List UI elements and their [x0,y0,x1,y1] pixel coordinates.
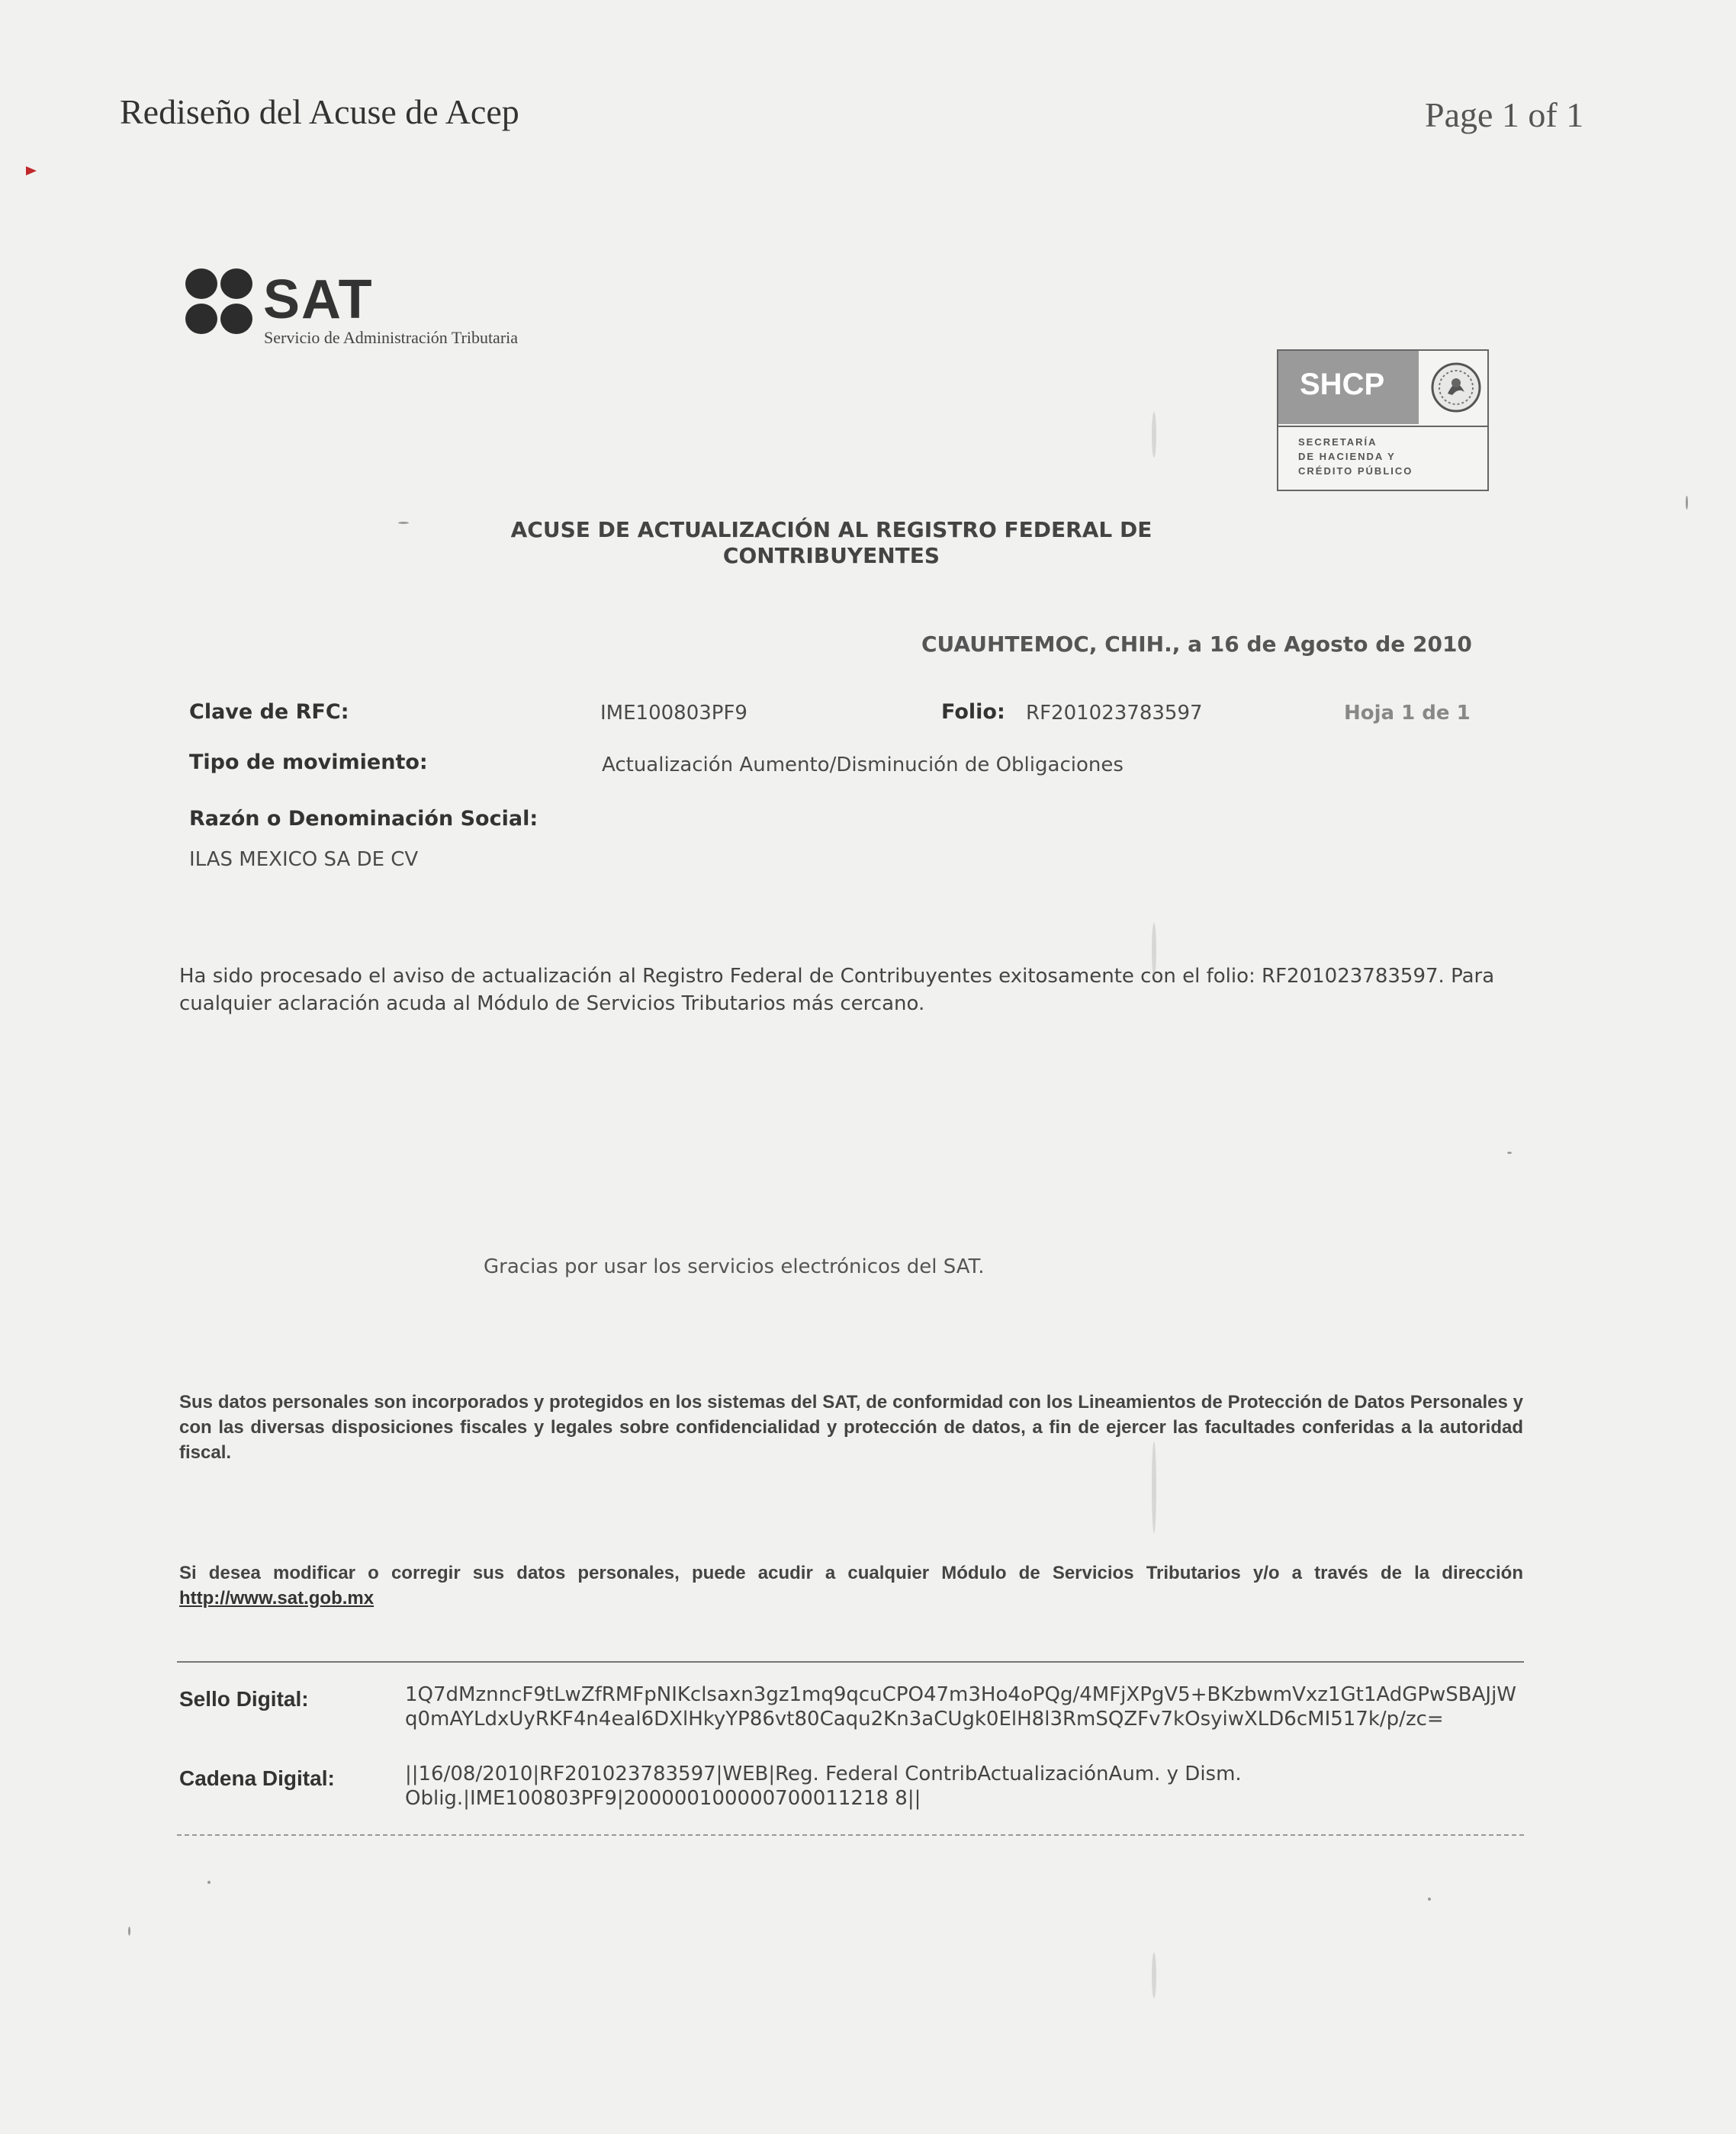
print-header-page-number: Page 1 of 1 [1425,95,1584,134]
company-name-label: Razón o Denominación Social: [189,807,538,831]
digital-chain-value: ||16/08/2010|RF201023783597|WEB|Reg. Federal ContribActualizaciónAum. y Dism. Oblig.|IME100803PF9|200000100000700011218 8|| [405,1763,1242,1810]
shcp-caption-line: DE HACIENDA Y [1298,451,1396,462]
scan-speck [398,522,409,524]
scan-speck [1152,1952,1156,1998]
digital-seal-label: Sello Digital: [179,1687,309,1711]
document-title-line: CONTRIBUYENTES [722,543,940,568]
sat-logo [185,265,582,357]
movement-type-label: Tipo de movimiento: [189,750,428,774]
red-arrow-mark [26,166,37,175]
scan-speck [1507,1152,1512,1154]
scan-speck [128,1927,130,1936]
digital-chain-label: Cadena Digital: [179,1766,335,1790]
mexican-seal-icon [1429,358,1483,416]
scan-speck [1152,1441,1156,1533]
scan-speck [1152,412,1156,458]
folio-value: RF201023783597 [1026,702,1203,725]
folio-label: Folio: [941,700,1005,724]
rfc-label: Clave de RFC: [189,700,349,724]
divider-bottom [177,1834,1524,1836]
sat-logo-dot [185,304,217,334]
divider-top [177,1661,1524,1663]
scan-speck [207,1881,211,1884]
print-header-title: Rediseño del Acuse de Acep [120,92,519,131]
sat-logo-subtitle: Servicio de Administración Tributaria [264,328,519,347]
modify-data-text: Si desea modificar o corregir sus datos personales, puede acudir a cualquier Módulo de Servicios Tributarios y/o a través de la dirección [179,1563,1523,1583]
place-and-date: CUAUHTEMOC, CHIH., a 16 de Agosto de 2010 [921,632,1472,657]
shcp-caption-line: CRÉDITO PÚBLICO [1298,465,1413,477]
shcp-logo [1277,349,1489,491]
processed-notice: Ha sido procesado el aviso de actualización al Registro Federal de Contribuyentes exitosamente con el folio: RF201023783597. Para cualquier aclaración acuda al Módulo de Servicios Tributarios más cercano. [179,965,1495,1015]
company-name-value: ILAS MEXICO SA DE CV [189,848,419,871]
sat-website-link[interactable]: http://www.sat.gob.mx [179,1588,375,1609]
shcp-logo-banner [1278,351,1419,424]
sat-logo-dot [220,268,252,299]
sheet-count: Hoja 1 de 1 [1344,702,1471,725]
rfc-value: IME100803PF9 [600,702,747,725]
document-title [488,517,1175,569]
shcp-logo-word: SHCP [1300,368,1385,401]
movement-type-value: Actualización Aumento/Disminución de Obligaciones [602,754,1124,776]
shcp-logo-divider [1278,426,1487,427]
sat-logo-dot [185,268,217,299]
sat-logo-dot [220,304,252,334]
digital-seal-value: 1Q7dMznncF9tLwZfRMFpNIKclsaxn3gz1mq9qcuCPO47m3Ho4oPQg/4MFjXPgV5+BKzbwmVxz1Gt1AdGPwSBAJjWq0mAYLdxUyRKF4n4eal6DXlHkyYP86vt80Caqu2Kn3aCUgk0ElH8l3RmSQZFv7kOsyiwXLD6cMI517k/p/zc= [405,1683,1517,1731]
document-title-line: ACUSE DE ACTUALIZACIÓN AL REGISTRO FEDERAL DE [510,517,1153,542]
shcp-logo-caption [1298,435,1413,478]
sat-logo-word: SAT [263,269,374,330]
scan-speck [1686,496,1688,509]
shcp-caption-line: SECRETARÍA [1298,436,1378,448]
scan-speck [1152,923,1156,976]
scan-speck [1428,1898,1431,1901]
privacy-notice: Sus datos personales son incorporados y protegidos en los sistemas del SAT, de conformidad con los Lineamientos de Protección de Datos Personales y con las diversas disposiciones fiscales y legales sobre confidencialidad y protección de datos, a fin de ejercer las facultades conferidas a la autoridad fiscal. [179,1392,1523,1463]
modify-data-notice [179,1560,1523,1611]
thanks-message: Gracias por usar los servicios electrónicos del SAT. [484,1255,985,1278]
